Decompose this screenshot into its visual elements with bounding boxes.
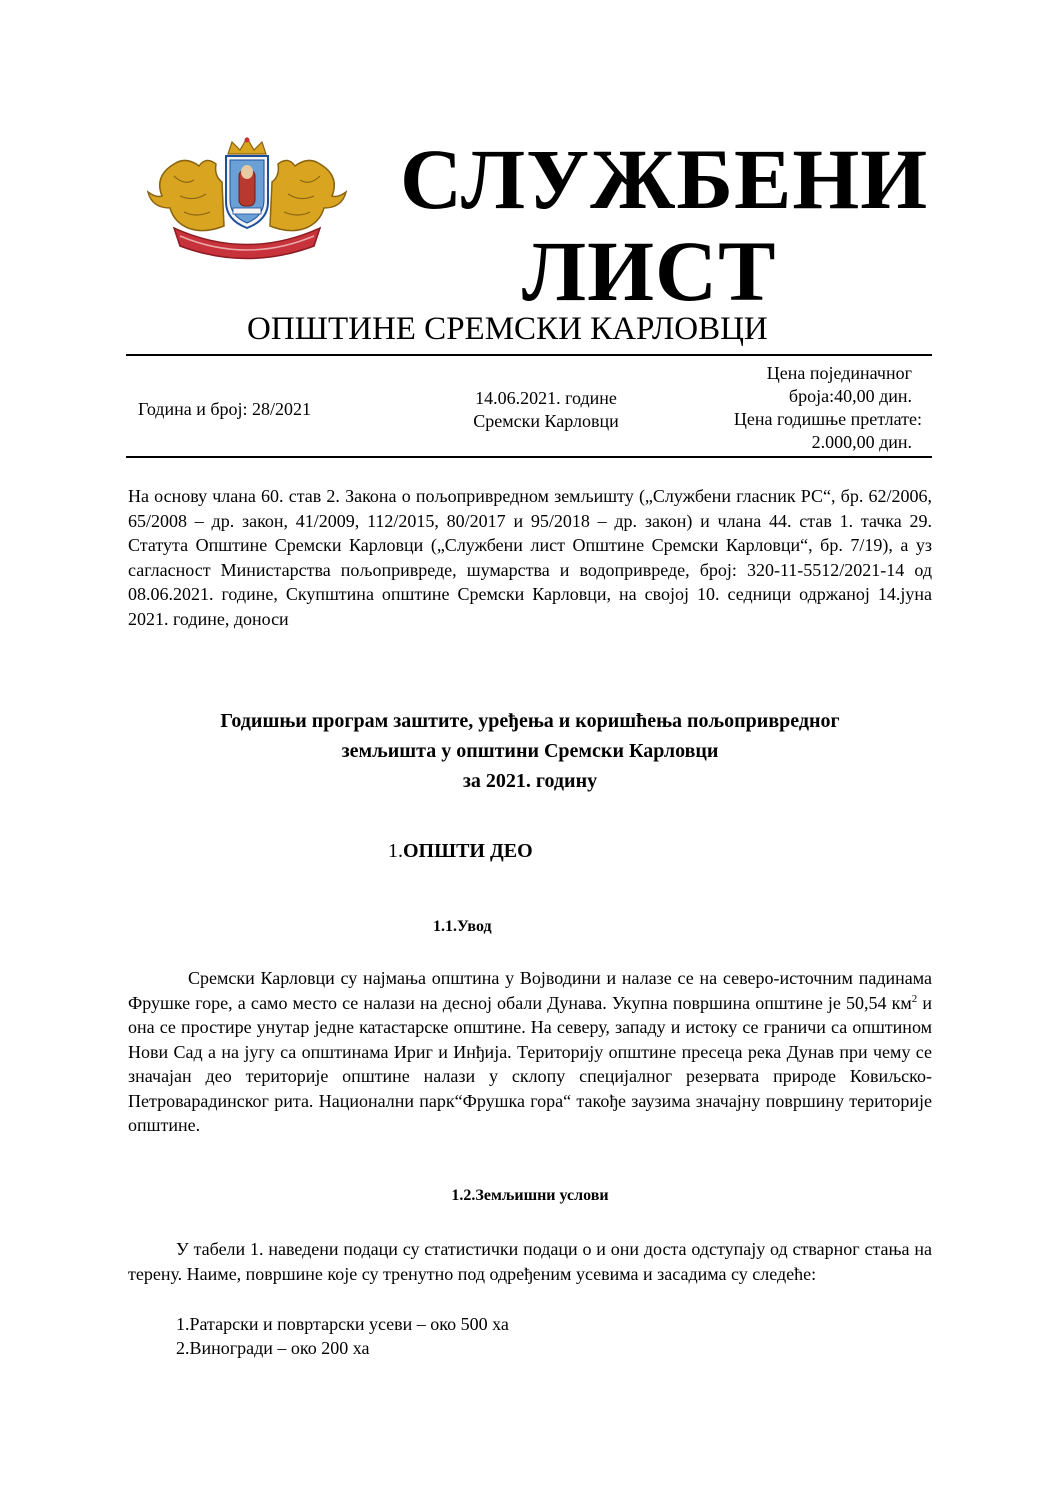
price-annual-label: Цена годишње претлате: xyxy=(733,409,922,429)
list-item: 2.Виногради – око 200 ха xyxy=(176,1338,370,1358)
price-single-label: Цена појединачног xyxy=(766,363,912,383)
uvod-text-part1: Сремски Карловци су најмања општина у Војводини и налазе се на северо-источним падинама Фрушке горе, а само место се налази на десној обали Дунава. Укупна површина општине је 50,54 км xyxy=(128,968,932,1013)
coat-of-arms-icon xyxy=(144,136,350,266)
masthead-subtitle: ОПШТИНЕ СРЕМСКИ КАРЛОВЦИ xyxy=(247,311,768,347)
issue-number: Година и број: 28/2021 xyxy=(138,399,312,419)
section-heading-1 xyxy=(388,840,533,863)
header-rule-bottom xyxy=(126,456,932,458)
price-annual-value: 2.000,00 дин. xyxy=(811,432,912,452)
document-title xyxy=(128,706,932,796)
section-heading-1-2: 1.2.Земљишни услови xyxy=(451,1187,609,1204)
price-single-value: броја:40,00 дин. xyxy=(788,386,912,406)
intro-section-paragraph xyxy=(128,966,932,1138)
issue-date-block xyxy=(456,387,636,433)
document-title-line3: за 2021. годину xyxy=(462,770,598,792)
uvod-superscript: 2 xyxy=(911,992,918,1005)
document-title-line2: земљишта у општини Сремски Карловци xyxy=(341,740,719,762)
uvod-text-part2: и она се простире унутар једне катастарске општине. На северу, западу и истоку се граничи са општином Нови Сад а на југу са општинама Ириг и Инђија. Територију општине пресеца река Дунав при чему се значајан део територије општине налази у склопу специјалног резервата природе Ковиљско-Петроварадинског рита. Национални парк“Фрушка гора“ такође заузима значајну површину територије општине. xyxy=(128,992,932,1135)
land-conditions-paragraph: У табели 1. наведени подаци су статистички подаци о и они доста одступају од стварног стања на терену. Наиме, површине које су тренутно под одређеним усевима и засадима су следеће: xyxy=(128,1239,932,1284)
intro-paragraph: На основу члана 60. став 2. Закона о пољопривредном земљишту („Службени гласник РС“, бр. 62/2006, 65/2008 – др. закон, 41/2009, 112/2015, 80/2017 и 95/2018 – др. закон) и члана 44. став 1. тачка 29. Статута Општине Сремски Карловци („Службени лист Општине Сремски Карловци“, бр. 7/19), а уз сагласност Министарства пољопривреде, шумарства и водопривреде, број: 320-11-5512/2021-14 од 08.06.2021. године, Скупштина општине Сремски Карловци, на својој 10. седници одржаној 14.јуна 2021. године, доноси xyxy=(128,486,932,629)
price-block xyxy=(680,362,922,454)
header-rule-top xyxy=(126,354,932,356)
issue-date: 14.06.2021. године xyxy=(475,388,617,408)
document-title-line1: Годишњи програм заштите, уређења и коришћења пољопривредног xyxy=(220,710,840,732)
masthead-title-line1: СЛУЖБЕНИ xyxy=(400,131,929,227)
issue-place: Сремски Карловци xyxy=(473,411,619,431)
masthead-title-line2: ЛИСТ xyxy=(522,223,777,319)
section-number: 1. xyxy=(388,840,403,862)
section-title: ОПШТИ ДЕО xyxy=(403,840,533,862)
list-item: 1.Ратарски и повртарски усеви – око 500 ха xyxy=(176,1314,509,1334)
section-heading-1-1: 1.1.Увод xyxy=(433,918,492,935)
